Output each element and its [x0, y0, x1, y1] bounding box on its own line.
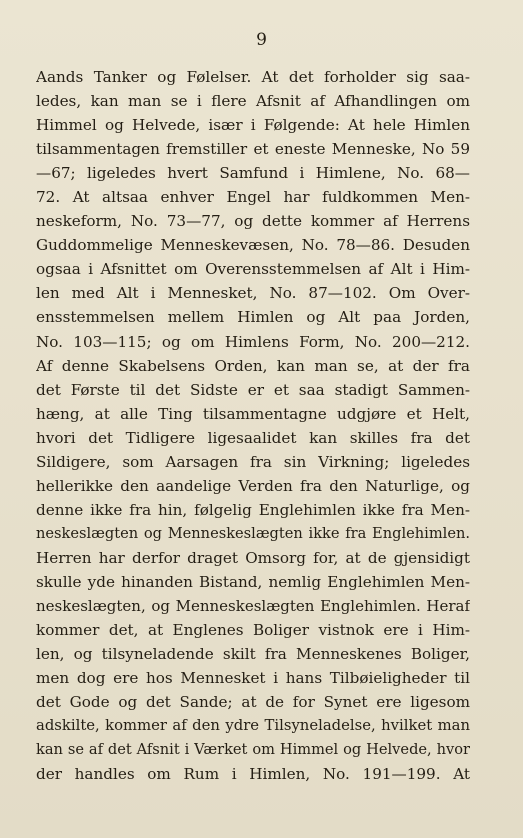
body-text	[36, 65, 470, 786]
text-line: Af denne Skabelsens Orden, kan man se, at der fra	[36, 356, 470, 375]
text-line: kommer det, at Englenes Boliger vistnok ere i Him-	[36, 621, 470, 640]
text-line: denne ikke fra hin, følgelig Englehimlen ikke fra Men-	[36, 500, 470, 519]
text-line: hæng, at alle Ting tilsammentagne udgjøre et Helt,	[36, 404, 470, 423]
text-line: tilsammentagen fremstiller et eneste Menneske, No 59	[36, 140, 470, 159]
text-line: det Første til det Sidste er et saa stadigt Sammen-	[36, 380, 470, 399]
text-line: adskilte, kommer af den ydre Tilsyneladelse, hvilket man	[36, 717, 470, 735]
text-line: kan se af det Afsnit i Værket om Himmel og Helvede, hvor	[36, 741, 470, 759]
text-line: len, og tilsyneladende skilt fra Menneskenes Boliger,	[36, 645, 470, 664]
text-line: neskeslægten, og Menneskeslægten Englehimlen. Heraf	[36, 597, 470, 616]
text-line: neskeslægten og Menneskeslægten ikke fra Englehimlen.	[36, 524, 470, 542]
text-line: 72. At altsaa enhver Engel har fuldkommen Men-	[36, 188, 470, 207]
text-line: Aands Tanker og Følelser. At det forholder sig saa-	[36, 68, 470, 86]
text-line: hvori det Tidligere ligesaalidet kan skilles fra det	[36, 428, 470, 447]
text-line: Himmel og Helvede, især i Følgende: At hele Himlen	[36, 116, 470, 135]
text-line: len med Alt i Mennesket, No. 87—102. Om Over-	[36, 284, 470, 303]
text-line: det Gode og det Sande; at de for Synet ere ligesom	[36, 693, 470, 712]
text-line: Sildigere, som Aarsagen fra sin Virkning; ligeledes	[36, 452, 470, 471]
text-line: ogsaa i Afsnittet om Overensstemmelsen af Alt i Him-	[36, 260, 470, 279]
text-line: Herren har derfor draget Omsorg for, at de gjensidigt	[36, 548, 470, 567]
text-line: neskeform, No. 73—77, og dette kommer af Herrens	[36, 212, 470, 231]
page-number: 9	[256, 30, 267, 50]
text-line: hellerikke den aandelige Verden fra den Naturlige, og	[36, 476, 470, 495]
text-line: ledes, kan man se i flere Afsnit af Afhandlingen om	[36, 92, 470, 111]
text-line: No. 103—115; og om Himlens Form, No. 200—212.	[36, 332, 470, 351]
text-line: men dog ere hos Mennesket i hans Tilbøieligheder til	[36, 669, 470, 688]
text-line: ensstemmelsen mellem Himlen og Alt paa Jorden,	[36, 308, 470, 327]
text-line: skulle yde hinanden Bistand, nemlig Englehimlen Men-	[36, 572, 470, 591]
text-line: Guddommelige Menneskevæsen, No. 78—86. Desuden	[36, 236, 470, 255]
text-line: der handles om Rum i Himlen, No. 191—199. At	[36, 765, 470, 784]
text-line: —67; ligeledes hvert Samfund i Himlene, No. 68—	[36, 164, 470, 183]
